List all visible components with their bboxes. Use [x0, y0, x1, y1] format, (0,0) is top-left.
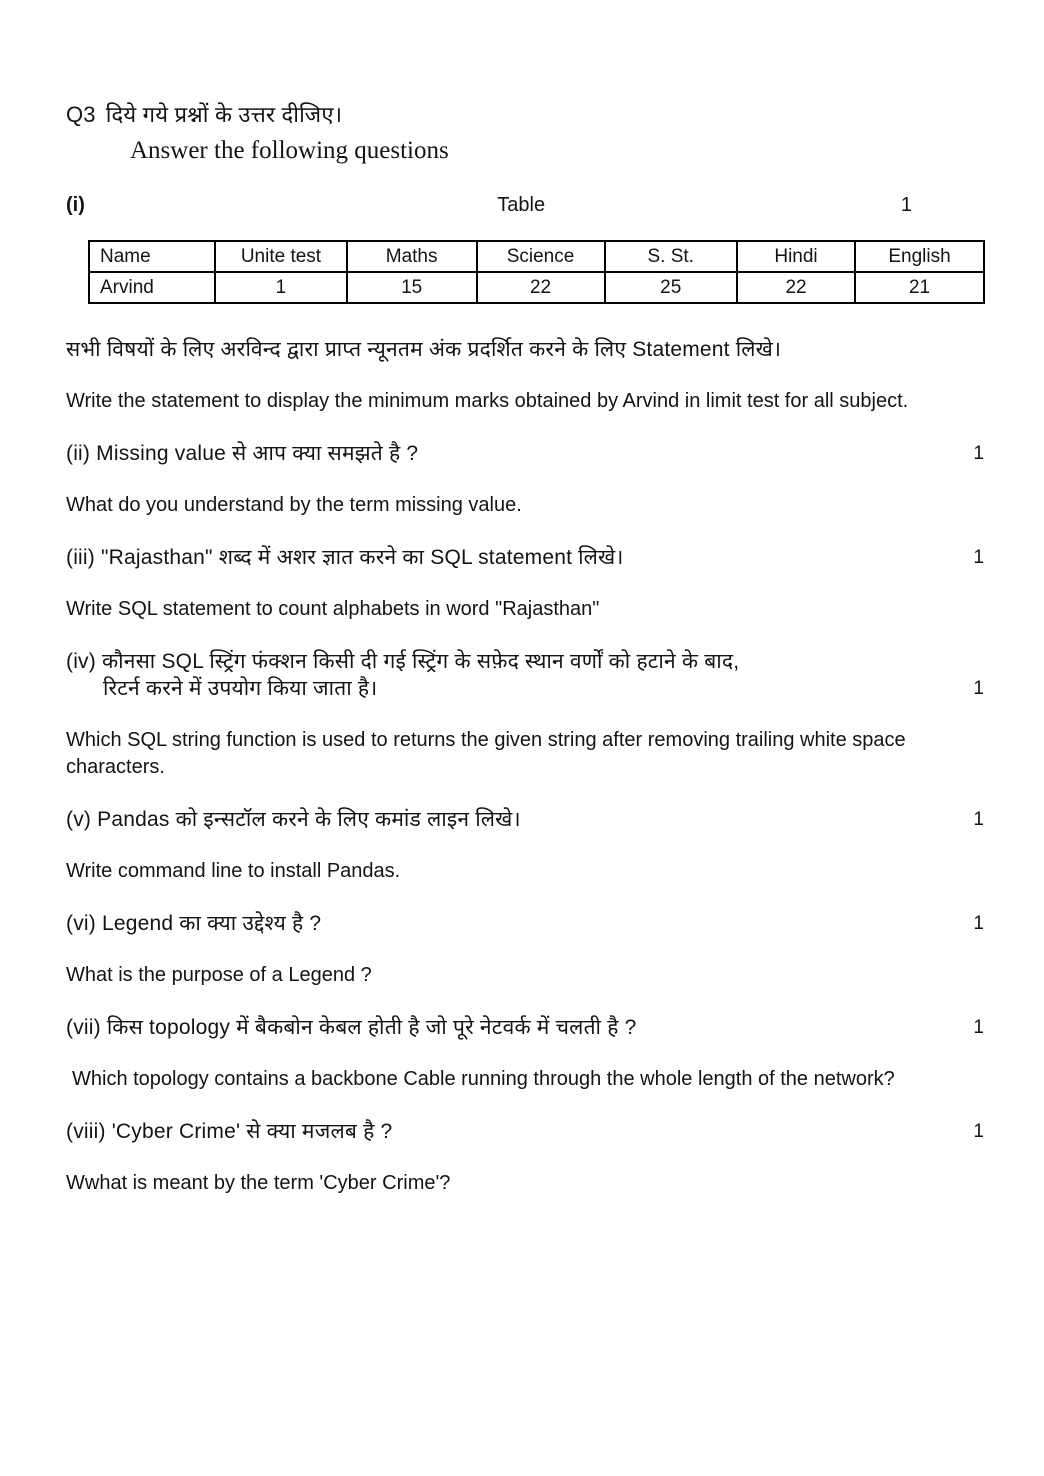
cell-english: 21: [855, 272, 984, 303]
question-iii-marks: 1: [973, 547, 984, 568]
cell-sst: 25: [605, 272, 737, 303]
question-ii-marks: 1: [973, 443, 984, 464]
question-iv-hindi: [66, 648, 739, 702]
question-vi-marks: 1: [973, 913, 984, 934]
question-viii-row: [66, 1118, 984, 1145]
question-iv-hindi-line2: रिटर्न करने में उपयोग किया जाता है।: [103, 677, 378, 700]
cell-science: 22: [477, 272, 605, 303]
question-vii-row: [66, 1014, 984, 1041]
table-title: Table: [497, 194, 546, 216]
table-header-science: Science: [477, 241, 605, 272]
question-iii-english: Write SQL statement to count alphabets in word "Rajasthan": [66, 598, 600, 620]
question-vi-english: What is the purpose of a Legend ?: [66, 964, 372, 986]
question-viii-hindi: (viii) 'Cyber Crime' से क्या मजलब है ?: [66, 1120, 393, 1143]
question-ii-row: [66, 440, 984, 467]
cell-maths: 15: [347, 272, 477, 303]
table-header-hindi: Hindi: [737, 241, 855, 272]
question-iv-row: [66, 648, 984, 702]
marks-table: [88, 240, 985, 304]
question-ii-hindi: (ii) Missing value से आप क्या समझते है ?: [66, 442, 419, 465]
question-i-hindi: सभी विषयों के लिए अरविन्द द्वारा प्राप्त न्यूनतम अंक प्रदर्शित करने के लिए Statement लिखे।: [66, 338, 782, 361]
question-v-english: Write command line to install Pandas.: [66, 860, 401, 882]
table-header-sst: S. St.: [605, 241, 737, 272]
question-i-english: Write the statement to display the minimum marks obtained by Arvind in limit test for all subject.: [66, 390, 909, 412]
question-iv-hindi-line1: (iv) कौनसा SQL स्ट्रिंग फंक्शन किसी दी गई स्ट्रिंग के सफ़ेद स्थान वर्णों को हटाने के बाद,: [66, 650, 740, 673]
question-iii-hindi: (iii) "Rajasthan" शब्द में अशर ज्ञात करने का SQL statement लिखे।: [66, 546, 624, 569]
question-v-marks: 1: [973, 809, 984, 830]
table-header-english: English: [855, 241, 984, 272]
question-vii-marks: 1: [973, 1017, 984, 1038]
cell-name: Arvind: [89, 272, 215, 303]
table-header-unite-test: Unite test: [215, 241, 347, 272]
table-header-row: [89, 241, 984, 272]
question-i-title-row: [66, 192, 984, 218]
question-vii-english: Which topology contains a backbone Cable running through the whole length of the network?: [72, 1068, 895, 1090]
question-iii-row: [66, 544, 984, 571]
question-iv-marks: 1: [973, 678, 984, 699]
question-vi-hindi: (vi) Legend का क्या उद्देश्य है ?: [66, 912, 322, 935]
question-i-label: (i): [66, 194, 85, 216]
q3-heading-hindi: [66, 100, 984, 130]
question-iv-english: Which SQL string function is used to returns the given string after removing trailing white space characters.: [66, 729, 906, 778]
cell-unite-test: 1: [215, 272, 347, 303]
question-vi-row: [66, 910, 984, 937]
table-header-maths: Maths: [347, 241, 477, 272]
q3-heading-english: Answer the following questions: [130, 137, 449, 164]
question-v-row: [66, 806, 984, 833]
question-ii-english: What do you understand by the term missing value.: [66, 494, 522, 516]
table-header-name: Name: [89, 241, 215, 272]
table-row: [89, 272, 984, 303]
question-v-hindi: (v) Pandas को इन्सटॉल करने के लिए कमांड लाइन लिखे।: [66, 808, 521, 831]
q3-heading-hindi-text: दिये गये प्रश्नों के उत्तर दीजिए।: [105, 102, 343, 127]
q3-label: Q3: [66, 102, 96, 127]
cell-hindi: 22: [737, 272, 855, 303]
question-i-marks: 1: [900, 194, 912, 216]
question-viii-english: Wwhat is meant by the term 'Cyber Crime'?: [66, 1172, 451, 1194]
question-vii-hindi: (vii) किस topology में बैकबोन केबल होती है जो पूरे नेटवर्क में चलती है ?: [66, 1016, 637, 1039]
question-viii-marks: 1: [973, 1121, 984, 1142]
